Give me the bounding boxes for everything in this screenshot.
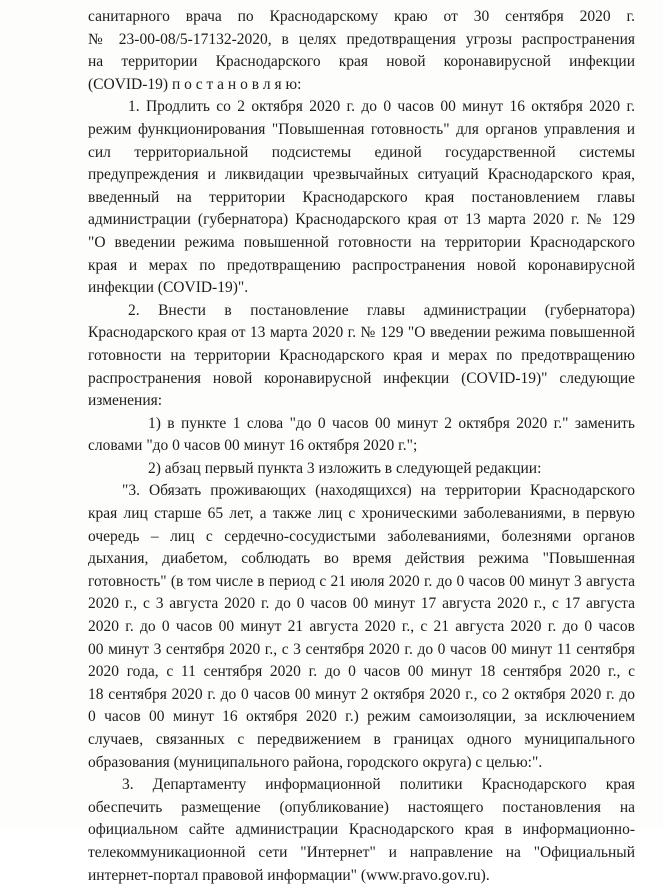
document-line: 1) в пункте 1 слова "до 0 часов 00 минут 2 октября 2020 г." заменить	[148, 414, 635, 432]
document-line: администрации (губернатора) Краснодарского края от 13 марта 2020 г. № 129	[88, 211, 635, 229]
document-line: словами "до 0 часов 00 минут 16 октября 2020 г.";	[88, 437, 418, 455]
document-line: образования (муниципального района, городского округа) с целью:".	[88, 753, 543, 771]
document-line: интернет-портал правовой информации" (www.pravo.gov.ru).	[88, 866, 490, 884]
document-line: обеспечить размещение (опубликование) настоящего постановления на	[88, 798, 635, 816]
document-line: официальном сайте администрации Краснодарского края в информационно-	[88, 821, 635, 839]
document-line: режим функционирования "Повышенная готовность" для органов управления и	[88, 120, 635, 138]
document-line: введенный на территории Краснодарского края постановлением главы	[88, 188, 635, 206]
document-line: 1. Продлить со 2 октября 2020 г. до 0 часов 00 минут 16 октября 2020 г.	[128, 98, 635, 116]
document-line: сил территориальной подсистемы единой государственной системы	[88, 143, 635, 161]
document-line: дыхания, диабетом, соблюдать во время действия режима "Повышенная	[88, 550, 635, 568]
document-line: края лиц старше 65 лет, а также лиц с хроническими заболеваниями, в первую	[88, 505, 635, 523]
document-line: предупреждения и ликвидации чрезвычайных ситуаций Краснодарского края,	[88, 166, 635, 184]
document-line: 2020 года, с 11 сентября 2020 г. до 0 часов 00 минут 18 сентября 2020 г., с	[88, 663, 635, 681]
document-line: № 23-00-08/5-17132-2020, в целях предотвращения угрозы распространения	[88, 30, 635, 48]
document-line: 2020 г., с 3 августа 2020 г. до 0 часов 00 минут 17 августа 2020 г., с 17 августа	[88, 595, 635, 613]
document-line: 0 часов 00 минут 16 октября 2020 г.) режим самоизоляции, за исключением	[88, 708, 635, 726]
document-line: "3. Обязать проживающих (находящихся) на территории Краснодарского	[122, 482, 635, 500]
document-line: готовности на территории Краснодарского края и мерах по предотвращению	[88, 346, 635, 364]
document-line: края и мерах по предотвращению распространения новой коронавирусной	[88, 256, 635, 274]
document-line: инфекции (COVID-19)".	[88, 279, 249, 297]
document-line: 00 минут 3 сентября 2020 г., с 3 сентября 2020 г. до 0 часов 00 минут 11 сентября	[88, 640, 635, 658]
document-line: 2. Внести в постановление главы администрации (губернатора)	[128, 301, 635, 319]
document-line: "О введении режима повышенной готовности на территории Краснодарского	[88, 233, 635, 251]
document-line: очередь – лиц с сердечно-сосудистыми заболеваниями, болезнями органов	[88, 527, 635, 545]
document-line: Краснодарского края от 13 марта 2020 г. № 129 "О введении режима повышенной	[88, 324, 635, 342]
document-line: 2) абзац первый пункта 3 изложить в следующей редакции:	[148, 459, 542, 477]
document-line: телекоммуникационной сети "Интернет" и направление на "Официальный	[88, 843, 635, 861]
document-line: 2020 г. до 0 часов 00 минут 21 августа 2020 г., с 21 августа 2020 г. до 0 часов	[88, 618, 635, 636]
document-line: изменения:	[88, 392, 163, 410]
document-line: санитарного врача по Краснодарскому краю от 30 сентября 2020 г.	[88, 8, 635, 25]
document-line: случаев, связанных с передвижением в границах одного муниципального	[88, 731, 635, 748]
document-line: 18 сентября 2020 г. до 0 часов 00 минут 2 октября 2020 г., со 2 октября 2020 г. до	[88, 685, 635, 703]
document-line: (COVID-19) п о с т а н о в л я ю:	[88, 75, 302, 93]
document-body	[88, 6, 635, 887]
document-line: распространения новой коронавирусной инфекции (COVID-19)" следующие	[88, 369, 635, 387]
document-line: готовность" (в том числе в период с 21 июля 2020 г. до 0 часов 00 минут 3 августа	[88, 572, 635, 590]
document-line: 3. Департаменту информационной политики Краснодарского края	[122, 776, 635, 794]
document-line: на территории Краснодарского края новой коронавирусной инфекции	[88, 53, 635, 71]
